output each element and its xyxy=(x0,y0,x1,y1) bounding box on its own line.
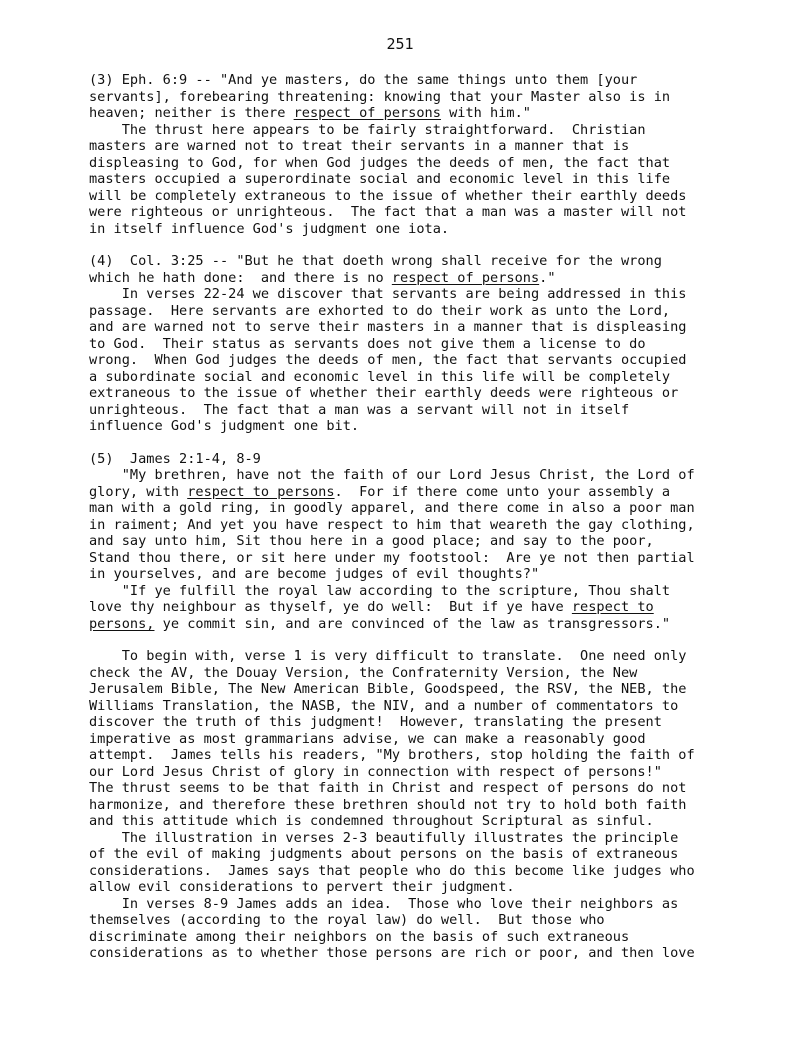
text-line xyxy=(89,616,729,633)
text-line: (4) Col. 3:25 -- "But he that doeth wrong shall receive for the wrong xyxy=(89,253,662,269)
paragraph-col-3-25 xyxy=(89,253,729,435)
text-line: of the evil of making judgments about persons on the basis of extraneous xyxy=(89,846,679,862)
text-line: displeasing to God, for when God judges the deeds of men, the fact that xyxy=(89,154,671,171)
text-line: Stand thou there, or sit here under my footstool: Are ye not then partial xyxy=(89,549,695,566)
text-line: passage. Here servants are exhorted to do their work as unto the Lord, xyxy=(89,302,671,319)
text-line: Jerusalem Bible, The New American Bible, Goodspeed, the RSV, the NEB, the xyxy=(89,681,687,697)
page-number: 251 xyxy=(386,35,414,53)
text-line: In verses 22-24 we discover that servants are being addressed in this xyxy=(89,286,687,302)
text-line: and are warned not to serve their masters in a manner that is displeasing xyxy=(89,319,687,335)
text-line: wrong. When God judges the deeds of men, the fact that servants occupied xyxy=(89,352,687,368)
underlined-phrase: respect to xyxy=(571,599,654,615)
text-line: unrighteous. The fact that a man was a servant will not in itself xyxy=(89,401,630,418)
underlined-phrase: respect of persons xyxy=(391,269,540,286)
text-run: glory, with xyxy=(89,483,188,500)
underlined-phrase: persons, xyxy=(89,615,155,632)
text-line: to God. Their status as servants does not give them a license to do xyxy=(89,335,646,352)
text-line: Williams Translation, the NASB, the NIV, and a number of commentators to xyxy=(89,697,679,714)
text-line: influence God's judgment one bit. xyxy=(89,418,360,434)
text-line: and say unto him, Sit thou here in a good place; and say to the poor, xyxy=(89,533,654,549)
text-line xyxy=(89,583,729,600)
text-run: which he hath done: and there is no xyxy=(89,269,392,286)
text-run: "If ye fulfill the royal law according to the scripture, Thou shalt xyxy=(89,582,671,599)
text-run: heaven; neither is there xyxy=(89,105,294,121)
text-line: The thrust here appears to be fairly straightforward. Christian xyxy=(89,121,646,138)
text-line: allow evil considerations to pervert their judgment. xyxy=(89,879,515,895)
text-line xyxy=(89,270,729,287)
text-run: love thy neighbour as thyself, ye do well: But if ye have xyxy=(89,599,572,615)
body-text xyxy=(89,72,729,962)
paragraph-james-2 xyxy=(89,451,729,633)
text-line: (5) James 2:1-4, 8-9 xyxy=(89,450,261,467)
text-run: . For if there come unto your assembly a xyxy=(334,483,671,500)
text-line: attempt. James tells his readers, "My brothers, stop holding the faith of xyxy=(89,747,695,763)
text-run: ." xyxy=(539,269,556,286)
text-line: "My brethren, have not the faith of our Lord Jesus Christ, the Lord of xyxy=(89,467,695,483)
paragraph-discussion xyxy=(89,648,729,962)
text-line: our Lord Jesus Christ of glory in connection with respect of persons!" xyxy=(89,763,662,780)
text-line: The illustration in verses 2-3 beautifully illustrates the principle xyxy=(89,829,679,846)
text-line: masters occupied a superordinate social and economic level in this life xyxy=(89,171,671,187)
text-line: masters are warned not to treat their servants in a manner that is xyxy=(89,138,630,154)
text-line: In verses 8-9 James adds an idea. Those who love their neighbors as xyxy=(89,895,679,912)
text-line: extraneous to the issue of whether their earthly deeds were righteous or xyxy=(89,385,679,401)
text-line: discover the truth of this judgment! However, translating the present xyxy=(89,714,662,730)
text-line: discriminate among their neighbors on the basis of such extraneous xyxy=(89,928,630,945)
text-line: harmonize, and therefore these brethren should not try to hold both faith xyxy=(89,796,687,813)
paragraph-eph-6-9 xyxy=(89,72,729,237)
text-line: and this attitude which is condemned throughout Scriptural as sinful. xyxy=(89,813,654,829)
text-line: man with a gold ring, in goodly apparel, and there come in also a poor man xyxy=(89,500,695,516)
text-line: The thrust seems to be that faith in Christ and respect of persons do not xyxy=(89,780,687,796)
text-line xyxy=(89,484,729,501)
text-run: with him." xyxy=(440,105,531,121)
text-line xyxy=(89,105,729,122)
text-line: (3) Eph. 6:9 -- "And ye masters, do the same things unto them [your xyxy=(89,72,638,88)
text-line: in raiment; And yet you have respect to him that weareth the gay clothing, xyxy=(89,516,695,533)
text-line: were righteous or unrighteous. The fact that a man was a master will not xyxy=(89,204,687,220)
underlined-phrase: respect to persons xyxy=(187,483,335,500)
text-line: considerations. James says that people who do this become like judges who xyxy=(89,862,695,879)
text-line: To begin with, verse 1 is very difficult to translate. One need only xyxy=(89,648,687,664)
text-line: imperative as most grammarians advise, we can make a reasonably good xyxy=(89,730,646,747)
text-line: servants], forebearing threatening: knowing that your Master also is in xyxy=(89,88,671,105)
text-line: themselves (according to the royal law) do well. But those who xyxy=(89,912,605,928)
text-line: a subordinate social and economic level in this life will be completely xyxy=(89,368,671,385)
underlined-phrase: respect of persons xyxy=(293,105,441,121)
text-line: considerations as to whether those persons are rich or poor, and then love xyxy=(89,945,695,961)
text-line: check the AV, the Douay Version, the Confraternity Version, the New xyxy=(89,664,638,681)
text-line: in yourselves, and are become judges of evil thoughts?" xyxy=(89,566,540,582)
text-run: ye commit sin, and are convinced of the law as transgressors." xyxy=(154,615,671,632)
text-line: in itself influence God's judgment one iota. xyxy=(89,220,450,237)
text-line: will be completely extraneous to the issue of whether their earthly deeds xyxy=(89,187,687,204)
text-line xyxy=(89,599,729,616)
